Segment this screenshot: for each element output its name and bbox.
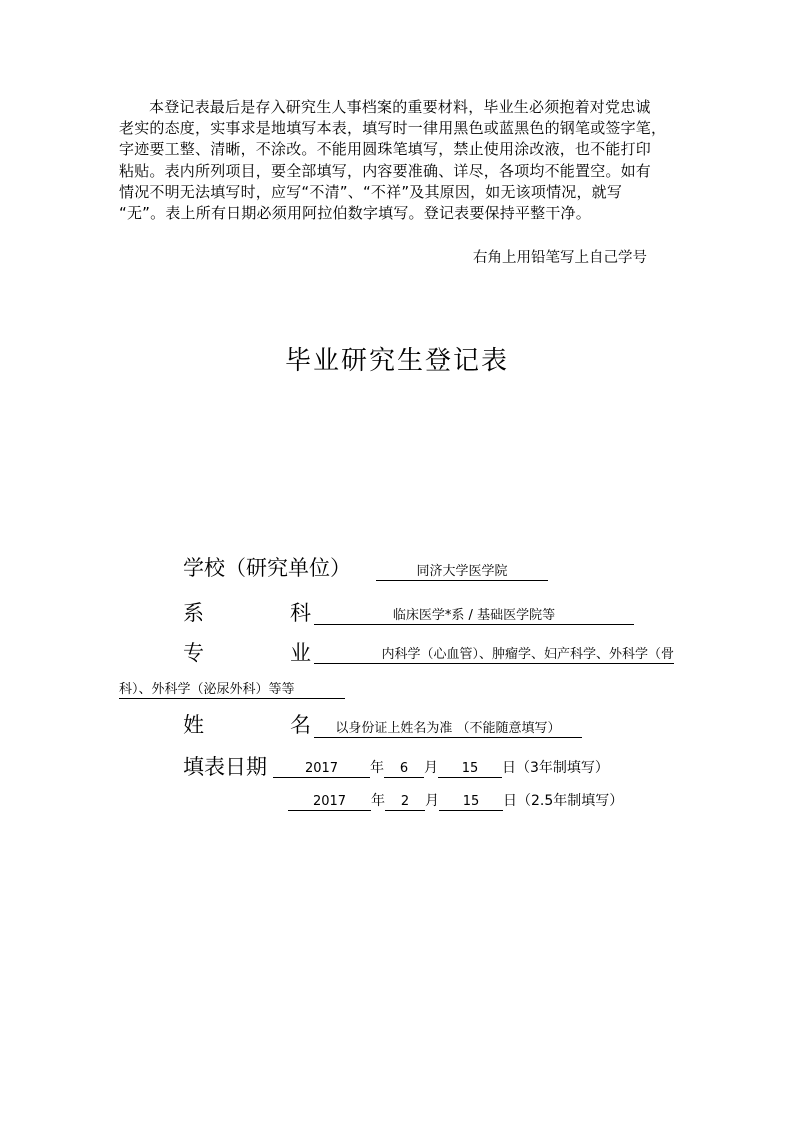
date-row-3yr[interactable] xyxy=(273,757,609,778)
school-field[interactable] xyxy=(376,560,548,581)
day-unit: 日 xyxy=(502,760,516,776)
day-unit: 日 xyxy=(503,793,517,809)
department-value: 临床医学*系 / 基础医学院等 xyxy=(314,608,634,625)
date-day-value: 15 xyxy=(439,794,503,811)
student-id-note: 右角上用铅笔写上自己学号 xyxy=(473,250,647,266)
name-label-a: 姓 xyxy=(183,713,204,737)
date-day-value: 15 xyxy=(438,761,502,778)
intro-line: 字迹要工整、清晰，不涂改。不能用圆珠笔填写，禁止使用涂改液，也不能打印 xyxy=(119,140,652,159)
major-value-line2: 科）、外科学（泌尿外科）等等 xyxy=(119,682,345,699)
intro-line: 粘贴。表内所列项目，要全部填写，内容要准确、详尽，各项均不能置空。如有 xyxy=(119,161,652,180)
department-field[interactable] xyxy=(314,604,634,625)
intro-paragraph xyxy=(119,97,679,224)
major-field-continued[interactable] xyxy=(119,678,345,699)
year-unit: 年 xyxy=(371,793,385,809)
school-label: 学校（研究单位） xyxy=(183,556,351,580)
intro-line: 情况不明无法填写时，应写“不清”、“不祥”及其原因，如无该项情况，就写 xyxy=(119,182,623,201)
name-field[interactable] xyxy=(314,717,582,738)
date-month-value: 6 xyxy=(384,761,424,778)
department-label-a: 系 xyxy=(183,601,204,625)
date-note: （2.5年制填写） xyxy=(517,793,624,809)
date-year-value: 2017 xyxy=(288,794,371,811)
major-label-a: 专 xyxy=(183,641,204,665)
name-label-b: 名 xyxy=(290,713,311,737)
major-field[interactable] xyxy=(314,643,674,664)
month-unit: 月 xyxy=(425,793,439,809)
year-unit: 年 xyxy=(370,760,384,776)
major-value-line1: 内科学（心血管）、肿瘤学、妇产科学、外科学（骨 xyxy=(314,647,674,664)
intro-line: 老实的态度，实事求是地填写本表，填写时一律用黑色或蓝黑色的钢笔或签字笔， xyxy=(119,119,667,138)
date-year-value: 2017 xyxy=(273,761,370,778)
date-row-2-5yr[interactable] xyxy=(288,790,623,811)
school-value: 同济大学医学院 xyxy=(376,564,548,581)
department-label-b: 科 xyxy=(290,601,311,625)
month-unit: 月 xyxy=(424,760,438,776)
date-month-value: 2 xyxy=(385,794,425,811)
intro-line: “无”。表上所有日期必须用阿拉伯数字填写。登记表要保持平整干净。 xyxy=(119,203,591,222)
date-note: （3年制填写） xyxy=(516,760,609,776)
page-title: 毕业研究生登记表 xyxy=(284,346,509,376)
intro-line: 本登记表最后是存入研究生人事档案的重要材料，毕业生必须抱着对党忠诚 xyxy=(149,98,651,116)
date-label: 填表日期 xyxy=(183,755,267,779)
major-label-b: 业 xyxy=(290,641,311,665)
name-value: 以身份证上姓名为准 （不能随意填写） xyxy=(314,721,582,738)
